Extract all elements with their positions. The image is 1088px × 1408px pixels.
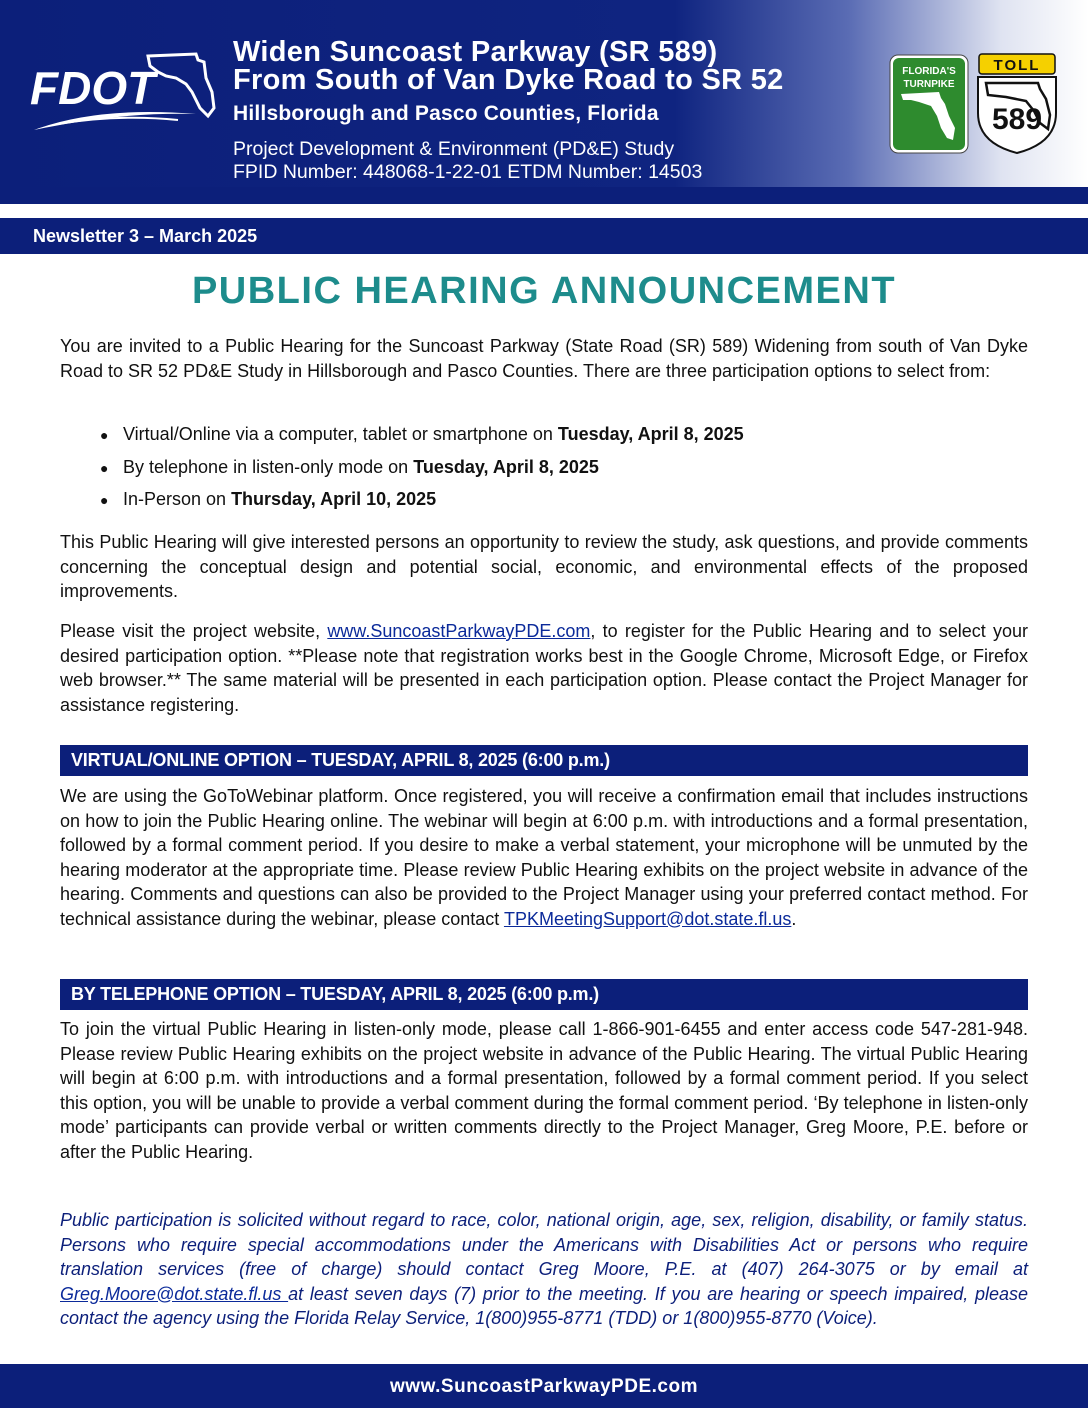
header-banner — [0, 0, 1088, 187]
counties-subtitle: Hillsborough and Pasco Counties, Florida — [233, 102, 659, 125]
svg-text:TOLL: TOLL — [993, 57, 1041, 74]
page-headline: PUBLIC HEARING ANNOUNCEMENT — [191, 270, 897, 312]
purpose-paragraph: This Public Hearing will give interested persons an opportunity to review the study, ask questions, and provide comments concerning the conceptual design and potential social, economic, and environmental effects of the proposed improvements. — [60, 532, 1028, 601]
intro-paragraph: You are invited to a Public Hearing for the Suncoast Parkway (State Road (SR) 589) Widening from south of Van Dyke Road to SR 52 PD&E Study in Hillsborough and Pasco Counties. There are three participation options to select from: — [60, 336, 1028, 381]
nondiscrimination-notice: Public participation is solicited without regard to race, color, national origin, age, sex, religion, disability, or family status. Persons who require special accommodations under the Americans with Disabilities Act or persons who require translation services (free of charge) should contact Greg Moore, P.E. at (407) 264-3075 or by email at Greg.Moore@dot.state.fl.us at least seven days (7) prior to the meeting. If you are hearing or speech impaired, please contact the agency using the Florida Relay Service, 1(800)955-8771 (TDD) or 1(800)955-8770 (Voice). — [60, 1210, 1028, 1328]
footer-bar — [0, 1364, 1088, 1408]
virtual-option-heading: VIRTUAL/ONLINE OPTION – TUESDAY, APRIL 8, 2025 (6:00 p.m.) — [60, 745, 1028, 776]
newsletter-bar — [0, 218, 1088, 254]
list-item: ● In-Person on Thursday, April 10, 2025 — [100, 489, 437, 509]
svg-text:589: 589 — [991, 103, 1043, 136]
newsletter-label: Newsletter 3 – March 2025 — [33, 226, 258, 246]
svg-text:FLORIDA'S: FLORIDA'S — [902, 66, 956, 77]
participation-options-list — [100, 424, 1000, 522]
bullet-icon: ● — [100, 427, 109, 443]
telephone-option-heading: BY TELEPHONE OPTION – TUESDAY, APRIL 8, 2025 (6:00 p.m.) — [60, 979, 1028, 1010]
virtual-option-paragraph: We are using the GoToWebinar platform. Once registered, you will receive a confirmation email that includes instructions on how to join the Public Hearing online. The webinar will begin at 6:00 p.m. with introductions and a formal presentation, followed by a formal comment period. If you desire to make a verbal statement, your microphone will be unmuted by the hearing moderator at the appropriate time. Please review Public Hearing exhibits on the project website in advance of the hearing. Comments and questions can also be provided to the Project Manager using your preferred contact method. For technical assistance during the webinar, please contact TPKMeetingSupport@dot.state.fl.us. — [60, 786, 1028, 929]
header-underline — [0, 187, 1088, 204]
title-line-1: Widen Suncoast Parkway (SR 589) — [233, 36, 718, 68]
toll-589-shield — [976, 53, 1058, 155]
bullet-icon: ● — [100, 459, 109, 476]
florida-turnpike-badge — [889, 54, 969, 154]
support-email-link[interactable]: TPKMeetingSupport@dot.state.fl.us — [503, 908, 792, 929]
study-name: Project Development & Environment (PD&E) Study — [233, 138, 675, 160]
fdot-logo — [28, 48, 218, 138]
telephone-option-paragraph: To join the virtual Public Hearing in listen-only mode, please call 1-866-901-6455 and enter access code 547-281-948. Please review Public Hearing exhibits on the project website in advance of the Public Hearing. The virtual Public Hearing will begin at 6:00 p.m. with introductions and a formal presentation, followed by a formal comment period. If you select this option, you will be unable to provide a verbal comment during the formal comment period. ‘By telephone in listen-only mode’ participants can provide verbal or written comments directly to the Project Manager, Greg Moore, P.E. before or after the Public Hearing. — [60, 1019, 1028, 1162]
bullet-icon: ● — [100, 492, 109, 508]
project-ids: FPID Number: 448068-1-22-01 ETDM Number: 14503 — [233, 161, 703, 183]
list-item: ● Virtual/Online via a computer, tablet or smartphone on Tuesday, April 8, 2025 — [100, 424, 744, 444]
footer-website[interactable]: www.SuncoastParkwayPDE.com — [390, 1376, 698, 1397]
list-item: ● By telephone in listen-only mode on Tuesday, April 8, 2025 — [100, 456, 599, 477]
manager-email-link[interactable]: Greg.Moore@dot.state.fl.us — [60, 1283, 289, 1304]
svg-text:TURNPIKE: TURNPIKE — [903, 79, 955, 90]
svg-text:FDOT: FDOT — [30, 62, 156, 114]
website-link[interactable]: www.SuncoastParkwayPDE.com — [327, 621, 591, 641]
title-line-2: From South of Van Dyke Road to SR 52 — [233, 64, 784, 96]
register-paragraph: Please visit the project website, www.SuncoastParkwayPDE.com, to register for the Public Hearing and to select your desired participation option. **Please note that registration works best in the Google Chrome, Microsoft Edge, or Firefox web browser.** The same material will be presented in each participation option. Please contact the Project Manager for assistance registering. — [60, 621, 1028, 715]
